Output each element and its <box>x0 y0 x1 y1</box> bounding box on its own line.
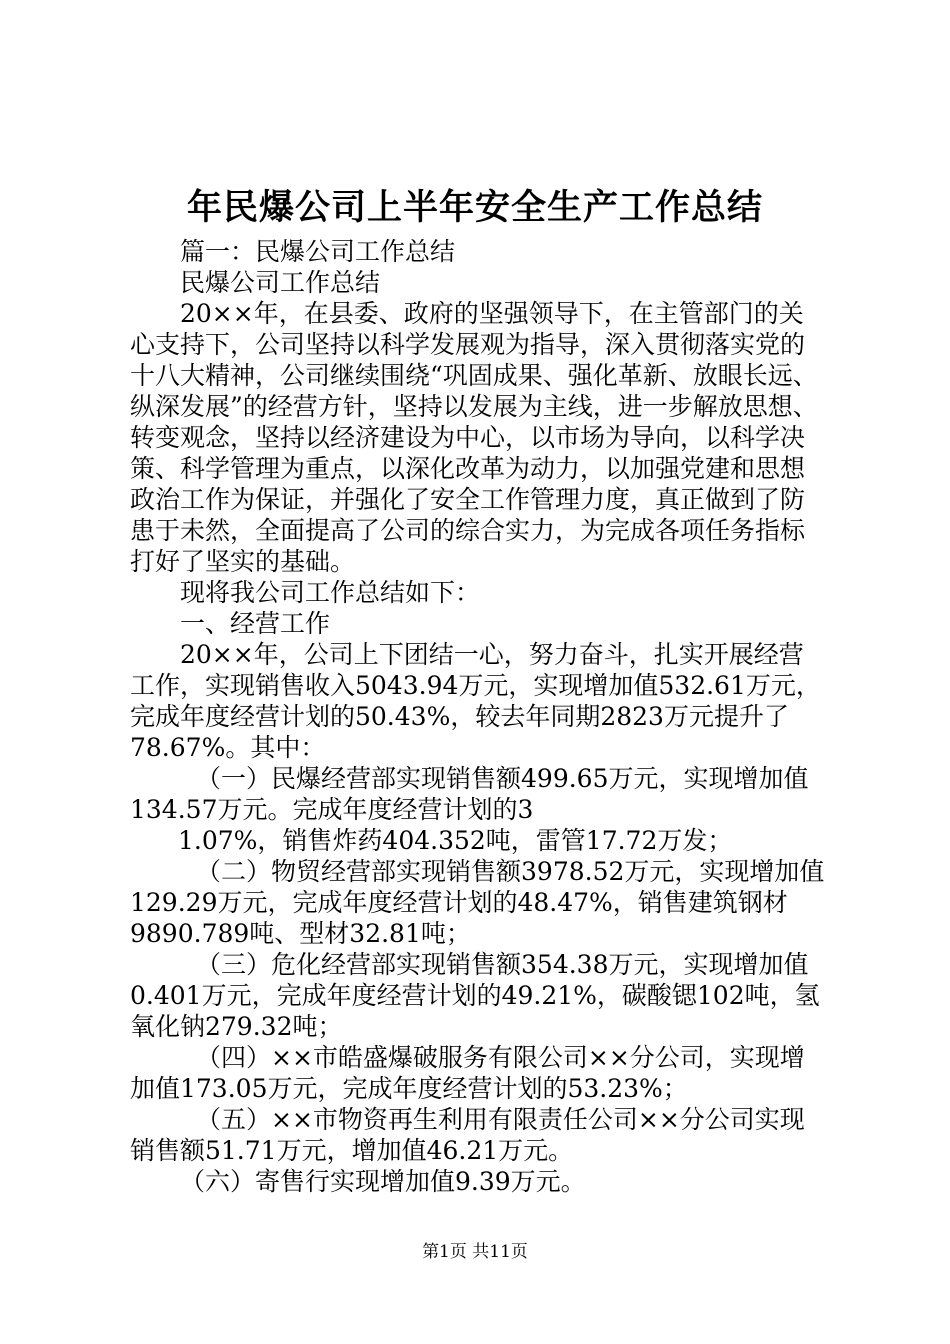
list-item: （二）物贸经营部实现销售额3978.52万元，实现增加值 <box>196 857 825 886</box>
paragraph-line: 氧化钠279.32吨； <box>130 1012 343 1041</box>
paragraph-line: 129.29万元，完成年度经营计划的48.47%，销售建筑钢材 <box>130 888 788 917</box>
paragraph-line: 0.401万元，完成年度经营计划的49.21%，碳酸锶102吨，氢 <box>130 981 820 1010</box>
paragraph-line: 78.67%。其中： <box>130 733 326 762</box>
paragraph-line: 心支持下，公司坚持以科学发展观为指导，深入贯彻落实党的 <box>130 330 806 359</box>
paragraph-line: 工作，实现销售收入5043.94万元，实现增加值532.61万元， <box>130 671 821 700</box>
page-number-footer: 第1页 共11页 <box>422 1242 528 1262</box>
paragraph-line: 十八大精神，公司继续围绕“巩固成果、强化革新、放眼长远、 <box>130 361 818 390</box>
list-item: （五）××市物资再生利用有限责任公司××分公司实现 <box>196 1105 805 1134</box>
paragraph-line: 20××年，公司上下团结一心，努力奋斗，扎实开展经营 <box>180 640 804 669</box>
section-heading: 一、经营工作 <box>180 609 331 638</box>
paragraph-line: 打好了坚实的基础。 <box>130 547 356 576</box>
paragraph-line: 政治工作为保证，并强化了安全工作管理力度，真正做到了防 <box>130 485 806 514</box>
paragraph-line: 完成年度经营计划的50.43%，较去年同期2823万元提升了 <box>130 702 789 731</box>
paragraph-line: 1.07%，销售炸药404.352吨，雷管17.72万发； <box>178 826 733 855</box>
subsection-heading: 民爆公司工作总结 <box>180 268 381 297</box>
list-item: （一）民爆经营部实现销售额499.65万元，实现增加值 <box>196 764 809 793</box>
paragraph-line: 9890.789吨、型材32.81吨； <box>130 919 471 948</box>
paragraph-line: 患于未然，全面提高了公司的综合实力，为完成各项任务指标 <box>130 516 806 545</box>
paragraph-line: 20××年，在县委、政府的坚强领导下，在主管部门的关 <box>180 299 804 328</box>
paragraph-line: 销售额51.71万元，增加值46.21万元。 <box>130 1136 574 1165</box>
document-title: 年民爆公司上半年安全生产工作总结 <box>186 187 763 228</box>
document-body <box>130 236 835 1197</box>
paragraph-line: 纵深发展”的经营方针，坚持以发展为主线，进一步解放思想、 <box>130 392 818 421</box>
paragraph-line: 策、科学管理为重点，以深化改革为动力，以加强党建和思想 <box>130 454 806 483</box>
paragraph-line: 现将我公司工作总结如下： <box>180 578 481 607</box>
paragraph-line: 134.57万元。完成年度经营计划的3 <box>130 795 534 824</box>
paragraph-line: 加值173.05万元，完成年度经营计划的53.23%； <box>130 1074 688 1103</box>
paragraph-line: 转变观念，坚持以经济建设为中心，以市场为导向，以科学决 <box>130 423 806 452</box>
section-heading: 篇一：民爆公司工作总结 <box>180 237 456 266</box>
list-item: （六）寄售行实现增加值9.39万元。 <box>180 1167 586 1196</box>
list-item: （三）危化经营部实现销售额354.38万元，实现增加值 <box>196 950 809 979</box>
list-item: （四）××市皓盛爆破服务有限公司××分公司，实现增 <box>196 1043 805 1072</box>
